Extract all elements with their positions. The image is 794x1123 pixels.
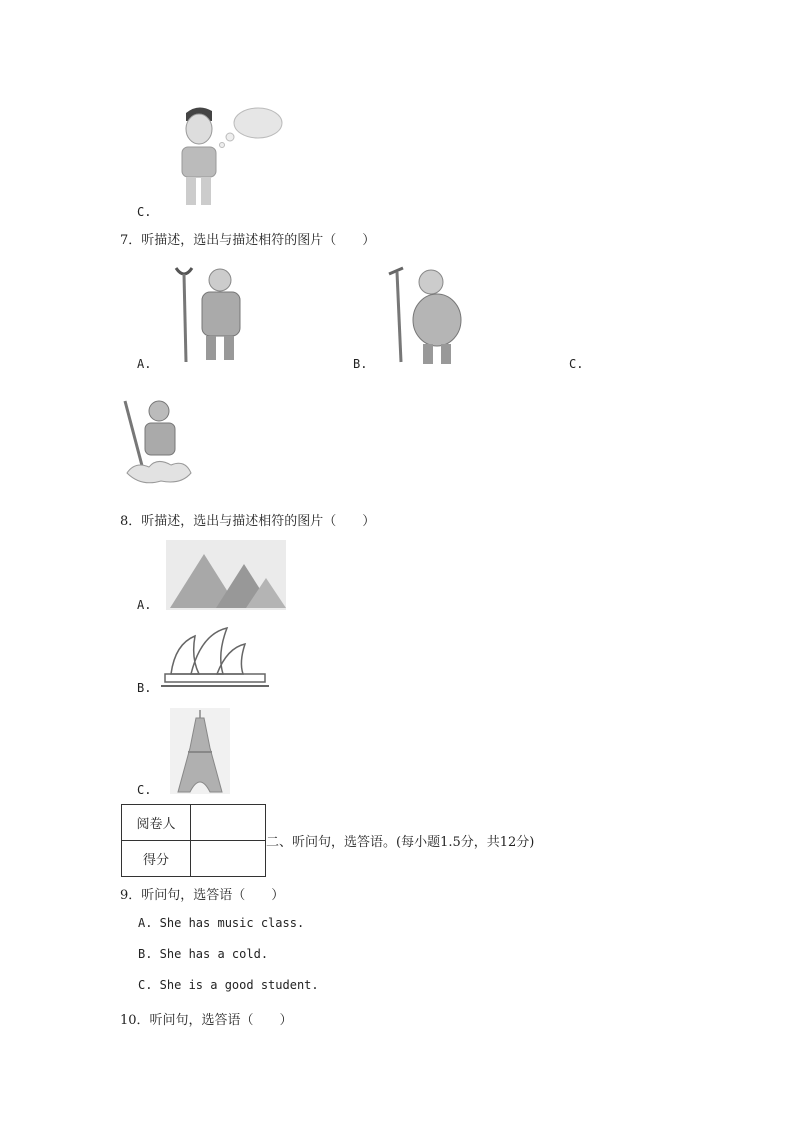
q8-option-a-label: A. [137,598,152,612]
section-2-title: 二、听问句，选答语。(每小题1.5分，共12分) [266,835,535,850]
q7-option-a-label: A. [137,357,152,371]
score-table [121,804,266,877]
sydney-opera-house-image [161,624,269,690]
score-label: 得分 [122,841,191,877]
q9-answer-b: B. She has a cold. [138,947,269,961]
monk-with-staff-image [166,262,254,366]
pig-with-rake-image [385,266,465,366]
q7-option-c-label: C. [569,357,584,371]
reviewer-label: 阅卷人 [122,805,191,841]
q10-stem: 10．听问句，选答语（ ） [120,1013,293,1028]
q7-option-b-label: B. [353,357,368,371]
q8-option-c-label: C. [137,783,152,797]
pyramids-image [166,540,286,610]
q9-stem: 9．听问句，选答语（ ） [120,888,285,903]
q9-answer-a: A. She has music class. [138,916,305,930]
reviewer-field[interactable] [191,805,266,841]
q6-option-c-label: C. [137,205,152,219]
monkey-king-on-cloud-image [121,397,197,487]
score-field[interactable] [191,841,266,877]
q8-option-b-label: B. [137,681,152,695]
q7-stem: 7．听描述，选出与描述相符的图片（ ） [120,233,376,248]
q9-answer-c: C. She is a good student. [138,978,319,992]
sick-boy-image [168,103,286,211]
q8-stem: 8．听描述，选出与描述相符的图片（ ） [120,514,376,529]
eiffel-tower-image [170,708,230,794]
